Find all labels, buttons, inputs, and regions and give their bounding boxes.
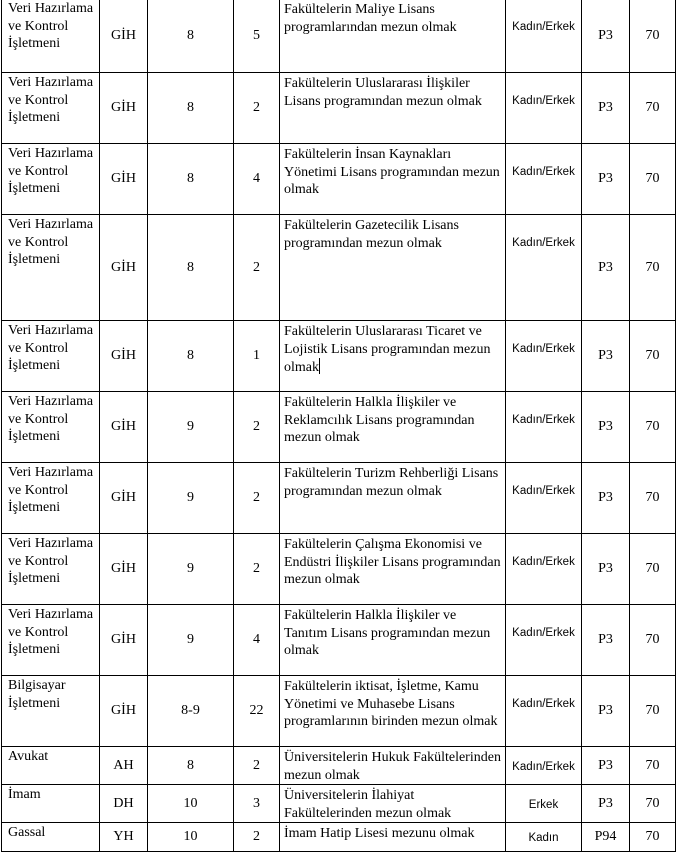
gender-cell: Kadın/Erkek: [506, 605, 582, 676]
min-score-cell: 70: [630, 392, 676, 463]
class-code-cell: AH: [100, 747, 148, 785]
grade-cell: 9: [148, 534, 234, 605]
kpss-type-cell: P3: [582, 534, 630, 605]
class-code-cell: GİH: [100, 73, 148, 144]
class-code-cell: YH: [100, 823, 148, 852]
grade-cell: 8: [148, 0, 234, 73]
kpss-type-cell: P3: [582, 0, 630, 73]
class-code-cell: GİH: [100, 0, 148, 73]
gender-cell: Kadın/Erkek: [506, 392, 582, 463]
table-row: [2, 73, 676, 144]
class-code-cell: GİH: [100, 534, 148, 605]
gender-cell: Kadın/Erkek: [506, 321, 582, 392]
staff-positions-table: [1, 0, 676, 852]
kpss-type-cell: P3: [582, 144, 630, 215]
position-cell: Avukat: [2, 747, 100, 785]
min-score-cell: 70: [630, 321, 676, 392]
class-code-cell: GİH: [100, 392, 148, 463]
class-code-cell: GİH: [100, 676, 148, 747]
table-row: [2, 785, 676, 823]
quota-cell: 1: [234, 321, 280, 392]
gender-cell: Kadın/Erkek: [506, 676, 582, 747]
quota-cell: 2: [234, 392, 280, 463]
position-cell: Veri Hazırlama ve Kontrol İşletmeni: [2, 605, 100, 676]
quota-cell: 2: [234, 463, 280, 534]
table-row: [2, 0, 676, 73]
table-row: [2, 534, 676, 605]
qualification-cell: İmam Hatip Lisesi mezunu olmak: [280, 823, 506, 852]
qualification-cell: Üniversitelerin İlahiyat Fakültelerinden mezun olmak: [280, 785, 506, 823]
quota-cell: 2: [234, 747, 280, 785]
quota-cell: 5: [234, 0, 280, 73]
class-code-cell: GİH: [100, 144, 148, 215]
min-score-cell: 70: [630, 747, 676, 785]
quota-cell: 2: [234, 73, 280, 144]
table-row: [2, 215, 676, 321]
kpss-type-cell: P3: [582, 747, 630, 785]
qualification-cell: Fakültelerin Gazetecilik Lisans programından mezun olmak: [280, 215, 506, 321]
kpss-type-cell: P3: [582, 676, 630, 747]
table-row: [2, 747, 676, 785]
qualification-cell: Fakültelerin Uluslararası İlişkiler Lisans programından mezun olmak: [280, 73, 506, 144]
class-code-cell: GİH: [100, 215, 148, 321]
kpss-type-cell: P3: [582, 215, 630, 321]
position-cell: Veri Hazırlama ve Kontrol İşletmeni: [2, 0, 100, 73]
min-score-cell: 70: [630, 73, 676, 144]
min-score-cell: 70: [630, 676, 676, 747]
text-cursor: [319, 358, 320, 374]
gender-cell: Erkek: [506, 785, 582, 823]
kpss-type-cell: P3: [582, 463, 630, 534]
gender-cell: Kadın/Erkek: [506, 144, 582, 215]
qualification-cell: Fakültelerin Çalışma Ekonomisi ve Endüstri İlişkiler Lisans programından mezun olmak: [280, 534, 506, 605]
position-cell: Gassal: [2, 823, 100, 852]
gender-cell: Kadın/Erkek: [506, 215, 582, 321]
qualification-cell: Fakültelerin Turizm Rehberliği Lisans programından mezun olmak: [280, 463, 506, 534]
grade-cell: 8: [148, 747, 234, 785]
kpss-type-cell: P3: [582, 785, 630, 823]
class-code-cell: DH: [100, 785, 148, 823]
quota-cell: 2: [234, 534, 280, 605]
grade-cell: 10: [148, 823, 234, 852]
kpss-type-cell: P3: [582, 392, 630, 463]
table-row: [2, 463, 676, 534]
min-score-cell: 70: [630, 144, 676, 215]
kpss-type-cell: P3: [582, 321, 630, 392]
class-code-cell: GİH: [100, 463, 148, 534]
gender-cell: Kadın: [506, 823, 582, 852]
table-row: [2, 676, 676, 747]
min-score-cell: 70: [630, 534, 676, 605]
quota-cell: 22: [234, 676, 280, 747]
position-cell: Veri Hazırlama ve Kontrol İşletmeni: [2, 215, 100, 321]
position-cell: Veri Hazırlama ve Kontrol İşletmeni: [2, 321, 100, 392]
gender-cell: Kadın/Erkek: [506, 463, 582, 534]
gender-cell: Kadın/Erkek: [506, 747, 582, 785]
qualification-cell: Fakültelerin iktisat, İşletme, Kamu Yönetimi ve Muhasebe Lisans programlarının birinden mezun olmak: [280, 676, 506, 747]
grade-cell: 8: [148, 144, 234, 215]
table-body: [2, 0, 676, 852]
quota-cell: 4: [234, 144, 280, 215]
position-cell: İmam: [2, 785, 100, 823]
gender-cell: Kadın/Erkek: [506, 0, 582, 73]
kpss-type-cell: P3: [582, 605, 630, 676]
qualification-cell: Fakültelerin İnsan Kaynakları Yönetimi Lisans programından mezun olmak: [280, 144, 506, 215]
table-row: [2, 392, 676, 463]
kpss-type-cell: P3: [582, 73, 630, 144]
gender-cell: Kadın/Erkek: [506, 73, 582, 144]
qualification-cell: Fakültelerin Halkla İlişkiler ve Reklamcılık Lisans programından mezun olmak: [280, 392, 506, 463]
kpss-type-cell: P94: [582, 823, 630, 852]
position-cell: Veri Hazırlama ve Kontrol İşletmeni: [2, 463, 100, 534]
table-row: [2, 605, 676, 676]
min-score-cell: 70: [630, 0, 676, 73]
grade-cell: 9: [148, 605, 234, 676]
qualification-cell: Fakültelerin Maliye Lisans programlarından mezun olmak: [280, 0, 506, 73]
class-code-cell: GİH: [100, 605, 148, 676]
grade-cell: 8: [148, 321, 234, 392]
class-code-cell: GİH: [100, 321, 148, 392]
qualification-cell: Üniversitelerin Hukuk Fakültelerinden mezun olmak: [280, 747, 506, 785]
grade-cell: 9: [148, 463, 234, 534]
qualification-cell: Fakültelerin Uluslararası Ticaret ve Lojistik Lisans programından mezun olmak: [280, 321, 506, 392]
position-cell: Veri Hazırlama ve Kontrol İşletmeni: [2, 392, 100, 463]
table-row: [2, 144, 676, 215]
quota-cell: 2: [234, 823, 280, 852]
grade-cell: 9: [148, 392, 234, 463]
qualification-cell: Fakültelerin Halkla İlişkiler ve Tanıtım Lisans programından mezun olmak: [280, 605, 506, 676]
position-cell: Veri Hazırlama ve Kontrol İşletmeni: [2, 534, 100, 605]
min-score-cell: 70: [630, 785, 676, 823]
quota-cell: 4: [234, 605, 280, 676]
min-score-cell: 70: [630, 605, 676, 676]
min-score-cell: 70: [630, 823, 676, 852]
position-cell: Bilgisayar İşletmeni: [2, 676, 100, 747]
table-row: [2, 823, 676, 852]
gender-cell: Kadın/Erkek: [506, 534, 582, 605]
grade-cell: 10: [148, 785, 234, 823]
position-cell: Veri Hazırlama ve Kontrol İşletmeni: [2, 144, 100, 215]
grade-cell: 8-9: [148, 676, 234, 747]
min-score-cell: 70: [630, 463, 676, 534]
position-cell: Veri Hazırlama ve Kontrol İşletmeni: [2, 73, 100, 144]
grade-cell: 8: [148, 73, 234, 144]
table-row: [2, 321, 676, 392]
quota-cell: 2: [234, 215, 280, 321]
min-score-cell: 70: [630, 215, 676, 321]
grade-cell: 8: [148, 215, 234, 321]
quota-cell: 3: [234, 785, 280, 823]
